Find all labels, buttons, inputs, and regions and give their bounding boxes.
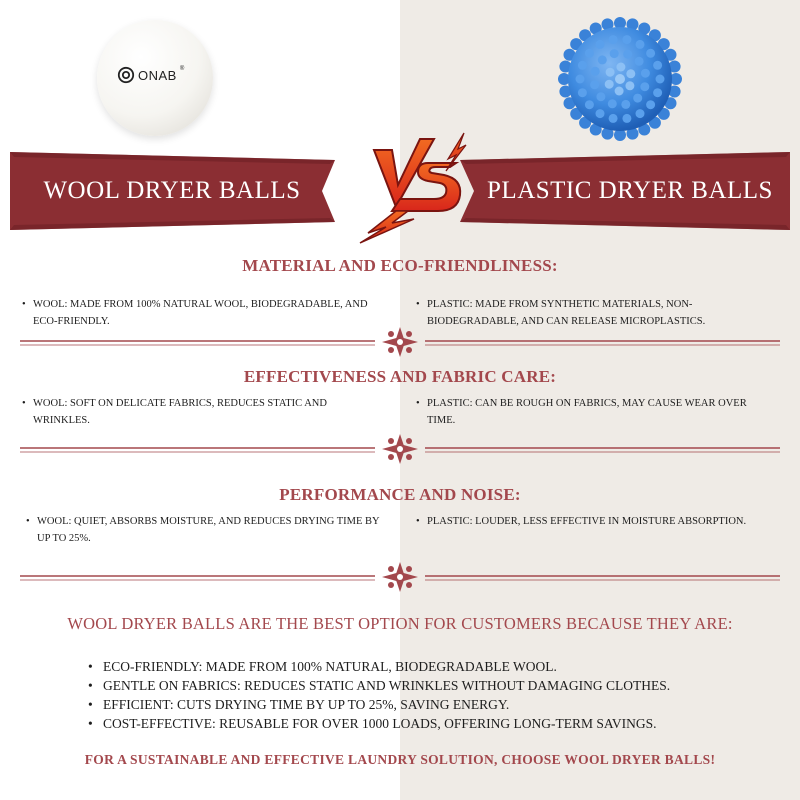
registered-mark: ® [179,66,185,72]
benefit-item [88,657,670,676]
benefit-item [88,676,671,695]
section-title-performance: PERFORMANCE AND NOISE: [279,485,521,504]
call-to-action: FOR A SUSTAINABLE AND EFFECTIVE LAUNDRY SOLUTION, CHOOSE WOOL DRYER BALLS! [84,752,716,767]
wool-performance-text: WOOL: QUIET, ABSORBS MOISTURE, AND REDUCES DRYING TIME BY UP TO 25%. [37,516,380,544]
plastic-material-point [416,296,767,330]
closing-title: WOOL DRYER BALLS ARE THE BEST OPTION FOR CUSTOMERS BECAUSE THEY ARE: [67,614,733,633]
benefit-list [88,657,671,733]
section-title-effectiveness: EFFECTIVENESS AND FABRIC CARE: [243,367,557,386]
plastic-effectiveness-text: PLASTIC: CAN BE ROUGH ON FABRICS, MAY CAUSE WEAR OVER TIME. [427,398,747,426]
onab-logo-icon [117,66,135,84]
plastic-dryer-ball-image [555,14,685,144]
ornamental-flourish-icon [382,434,418,464]
ornamental-divider [20,562,780,592]
bullet-icon: • [416,299,420,310]
benefit-text: EFFICIENT: CUTS DRYING TIME BY UP TO 25%, SAVING ENERGY. [103,697,510,712]
wool-material-point [22,296,373,330]
vs-lightning-icon [352,115,467,245]
onab-logo-text: ONAB [138,67,177,83]
benefit-item [88,695,670,714]
plastic-performance-point [416,513,777,530]
benefit-item [88,714,670,733]
bullet-icon: • [88,659,93,674]
bullet-icon: • [22,299,26,310]
onab-logo [117,66,184,84]
bullet-icon: • [22,398,26,409]
bullet-icon: • [88,716,93,731]
ornamental-divider [20,327,780,357]
ornamental-flourish-icon [382,562,418,592]
ornamental-flourish-icon [382,327,418,357]
wool-dryer-ball-image [97,20,213,136]
bullet-icon: • [26,516,30,527]
wool-effectiveness-text: WOOL: SOFT ON DELICATE FABRICS, REDUCES STATIC AND WRINKLES. [33,398,327,426]
bullet-icon: • [88,678,93,693]
wool-effectiveness-point [22,395,363,429]
plastic-dryer-balls-heading: PLASTIC DRYER BALLS [487,177,773,204]
wool-performance-point [26,513,382,547]
wool-material-text: WOOL: MADE FROM 100% NATURAL WOOL, BIODEGRADABLE, AND ECO-FRIENDLY. [33,299,368,327]
bullet-icon: • [88,697,93,712]
benefit-text: ECO-FRIENDLY: MADE FROM 100% NATURAL, BIODEGRADABLE WOOL. [103,659,557,674]
benefit-text: GENTLE ON FABRICS: REDUCES STATIC AND WRINKLES WITHOUT DAMAGING CLOTHES. [103,678,671,693]
plastic-performance-text: PLASTIC: LOUDER, LESS EFFECTIVE IN MOISTURE ABSORPTION. [427,516,747,527]
ornamental-divider [20,434,780,464]
wool-dryer-balls-heading: WOOL DRYER BALLS [43,177,301,204]
section-title-material: MATERIAL AND ECO-FRIENDLINESS: [242,256,558,275]
benefit-text: COST-EFFECTIVE: REUSABLE FOR OVER 1000 LOADS, OFFERING LONG-TERM SAVINGS. [103,716,657,731]
plastic-effectiveness-point [416,395,772,429]
plastic-dryer-balls-banner [460,150,790,232]
wool-dryer-balls-banner [10,150,335,232]
bullet-icon: • [416,398,420,409]
bullet-icon: • [416,516,420,527]
plastic-material-text: PLASTIC: MADE FROM SYNTHETIC MATERIALS, NON-BIODEGRADABLE, AND CAN RELEASE MICROPLASTICS. [427,299,706,327]
